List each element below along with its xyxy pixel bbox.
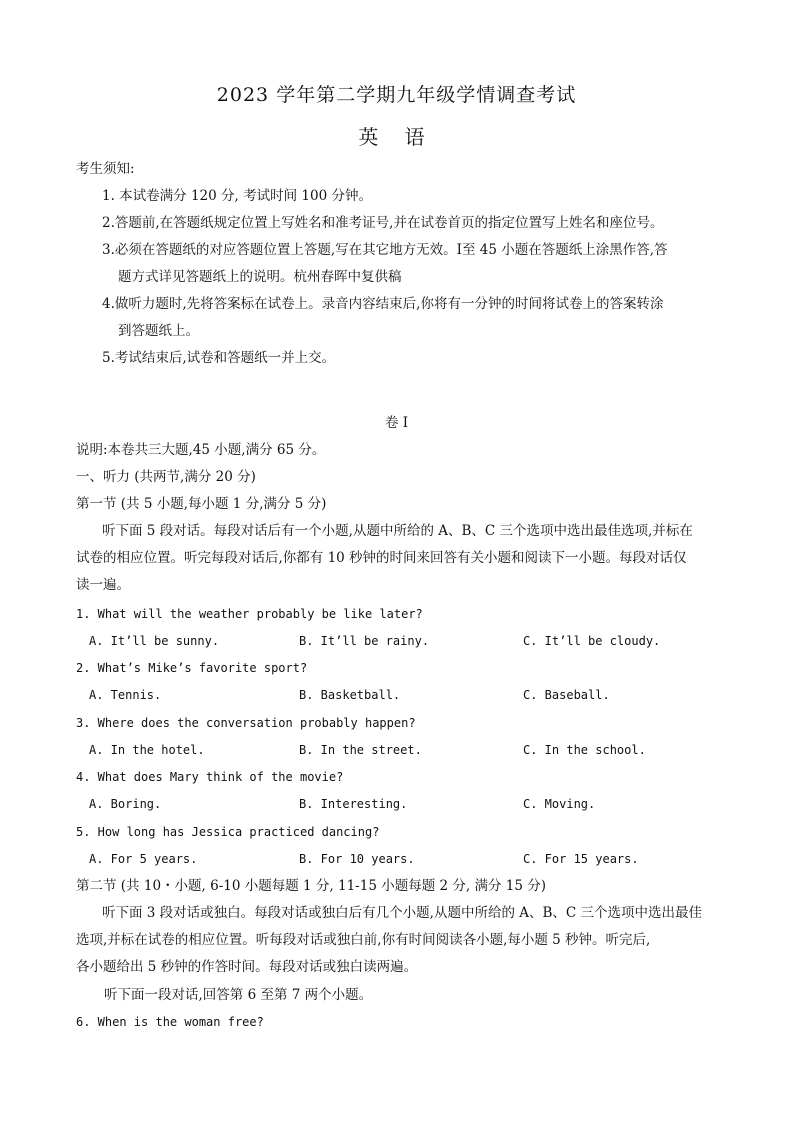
- notice-item: 5.考试结束后,试卷和答题纸一并上交。: [102, 350, 336, 366]
- instruction-line: 听下面 5 段对话。每段对话后有一个小题,从题中所给的 A、B、C 三个选项中选出最佳选项,并标在: [102, 523, 693, 539]
- part-heading: 一、听力 (共两节,满分 20 分): [76, 469, 256, 485]
- option-a: A. It’ll be sunny.: [89, 634, 220, 648]
- notice-item: 4.做听力题时,先将答案标在试卷上。录音内容结束后,你将有一分钟的时间将试卷上的答案转涂: [102, 296, 664, 312]
- option-c: C. Moving.: [523, 797, 596, 811]
- instruction-line: 听下面 3 段对话或独白。每段对话或独白后有几个小题,从题中所给的 A、B、C 三个选项中选出最佳: [102, 905, 703, 921]
- question-text: 2. What’s Mike’s favorite sport?: [76, 661, 308, 675]
- question-text: 3. Where does the conversation probably happen?: [76, 716, 416, 730]
- option-a: A. In the hotel.: [89, 743, 205, 757]
- option-b: B. It’ll be rainy.: [299, 634, 430, 648]
- instruction-line: 各小题给出 5 秒钟的作答时间。每段对话或独白读两遍。: [76, 959, 418, 975]
- option-a: A. Boring.: [89, 797, 162, 811]
- option-a: A. Tennis.: [89, 688, 162, 702]
- instruction-line: 试卷的相应位置。听完每段对话后,你都有 10 秒钟的时间来回答有关小题和阅读下一小题。每段对话仅: [76, 550, 687, 566]
- option-b: B. In the street.: [299, 743, 422, 757]
- dialog-instruction: 听下面一段对话,回答第 6 至第 7 两个小题。: [104, 987, 373, 1003]
- volume-description: 说明:本卷共三大题,45 小题,满分 65 分。: [76, 442, 326, 458]
- notice-item: 2.答题前,在答题纸规定位置上写姓名和准考证号,并在试卷首页的指定位置写上姓名和座位号。: [102, 215, 664, 231]
- question-text: 5. How long has Jessica practiced dancing?: [76, 825, 380, 839]
- option-b: B. For 10 years.: [299, 852, 415, 866]
- option-b: B. Basketball.: [299, 688, 401, 702]
- instruction-line: 选项,并标在试卷的相应位置。听每段对话或独白前,你有时间阅读各小题,每小题 5 秒钟。听完后,: [76, 932, 651, 948]
- notice-item: 题方式详见答题纸上的说明。杭州春晖中复供稿: [118, 269, 402, 285]
- subject-title: 英 语: [358, 125, 435, 149]
- notice-item: 3.必须在答题纸的对应答题位置上答题,写在其它地方无效。Ⅰ至 45 小题在答题纸上涂黑作答,答: [102, 242, 668, 258]
- question-text: 1. What will the weather probably be like later?: [76, 607, 423, 621]
- option-b: B. Interesting.: [299, 797, 408, 811]
- question-text: 6. When is the woman free?: [76, 1015, 264, 1029]
- subsection-heading: 第二节 (共 10・小题, 6-10 小题每题 1 分, 11-15 小题每题 2 分, 满分 15 分): [76, 878, 546, 894]
- option-a: A. For 5 years.: [89, 852, 198, 866]
- option-c: C. It’ll be cloudy.: [523, 634, 661, 648]
- subsection-heading: 第一节 (共 5 小题,每小题 1 分,满分 5 分): [76, 496, 327, 512]
- option-c: C. For 15 years.: [523, 852, 639, 866]
- option-c: C. In the school.: [523, 743, 646, 757]
- option-c: C. Baseball.: [523, 688, 610, 702]
- question-text: 4. What does Mary think of the movie?: [76, 770, 344, 784]
- notice-label: 考生须知:: [76, 161, 135, 177]
- exam-title: 2023 学年第二学期九年级学情调查考试: [216, 84, 577, 106]
- volume-heading: 卷 I: [384, 415, 409, 431]
- instruction-line: 读一遍。: [76, 577, 130, 593]
- notice-item: 到答题纸上。: [118, 323, 199, 339]
- notice-item: 1. 本试卷满分 120 分, 考试时间 100 分钟。: [102, 188, 372, 204]
